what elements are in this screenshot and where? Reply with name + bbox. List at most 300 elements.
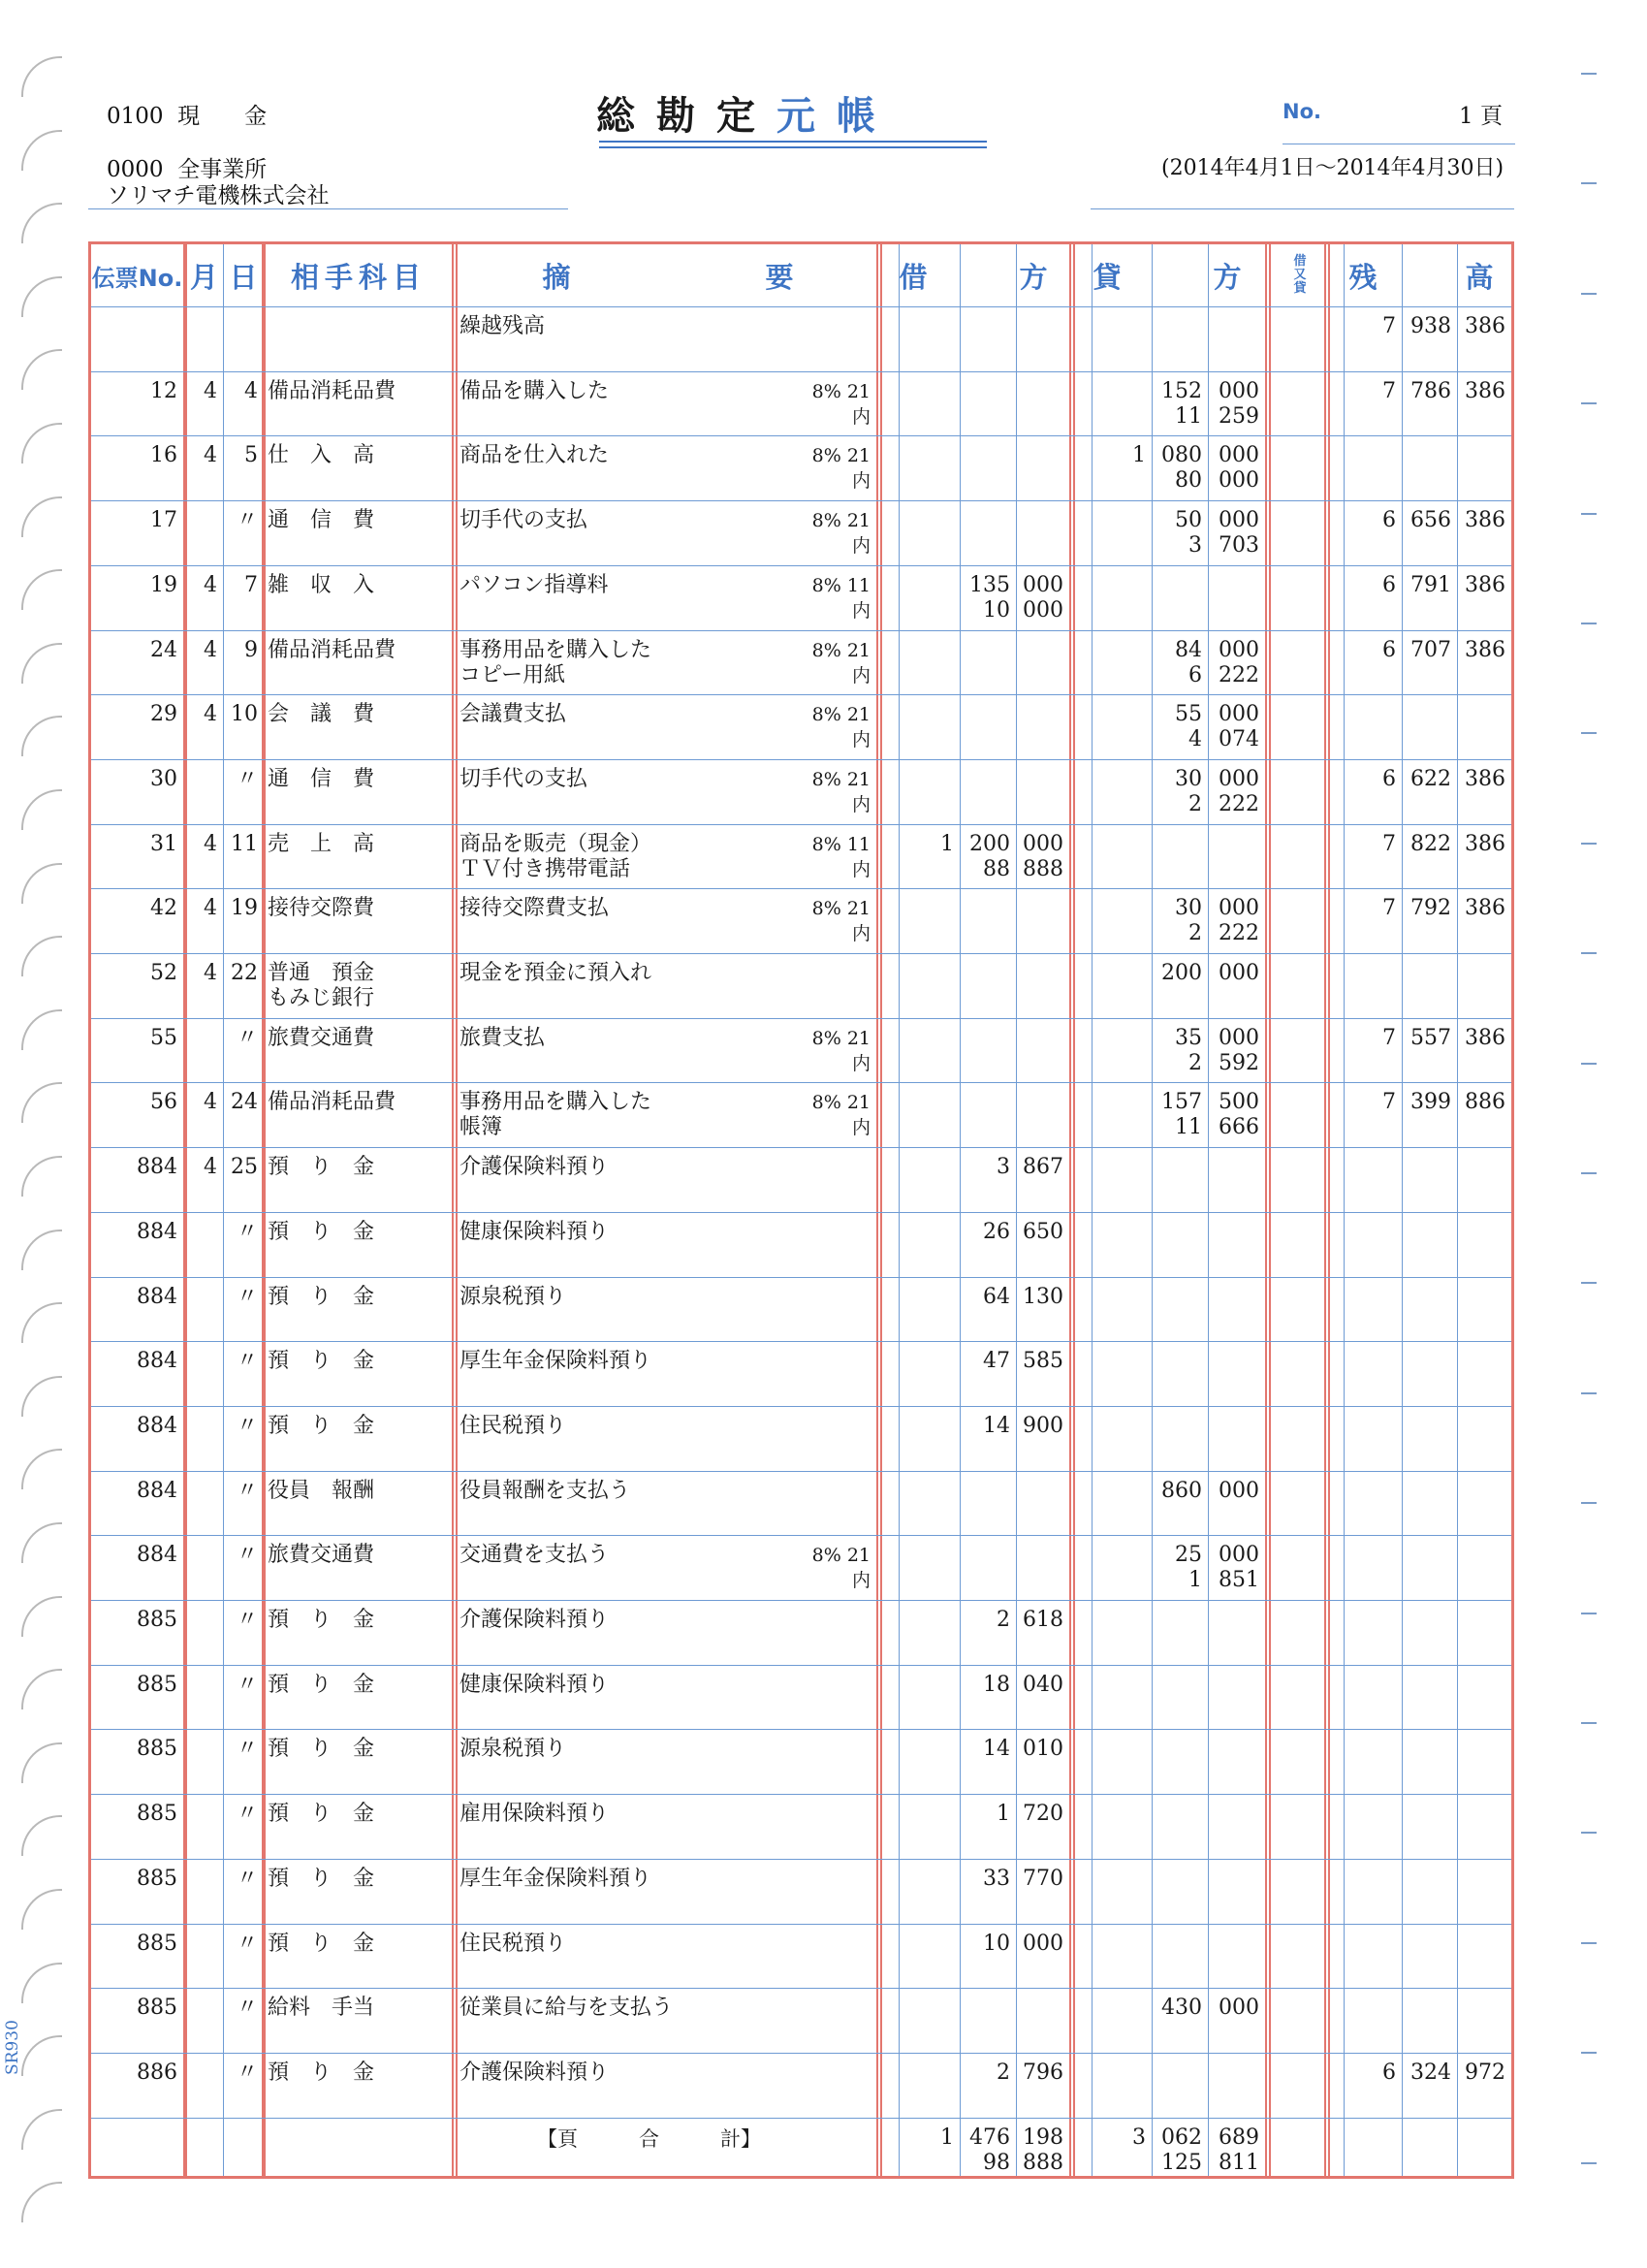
tax-inclusive: 内 (851, 923, 871, 945)
balance-amount: 707 (1410, 637, 1451, 662)
grid-column-line (1073, 244, 1075, 2176)
tax-code: 8% 21 (811, 1027, 871, 1049)
counter-account: 旅費交通費 (268, 1025, 375, 1050)
slip-number: 884 (137, 1219, 177, 1244)
debit-tax-amount: 10 (983, 597, 1010, 623)
credit-tax-amount: 592 (1219, 1050, 1259, 1075)
slip-number: 52 (150, 961, 177, 985)
balance-amount: 386 (1465, 314, 1505, 338)
col-dr-cr: 借又貸 (1293, 254, 1307, 296)
credit-amount: 000 (1219, 961, 1259, 985)
counter-account: 役員 報酬 (268, 1478, 375, 1503)
title-underline-2 (599, 146, 987, 148)
summary-text: 健康保険料預り (459, 1672, 610, 1697)
grid-column-line (264, 244, 266, 2176)
debit-amount: 770 (1023, 1866, 1063, 1891)
slip-number: 886 (137, 2060, 177, 2085)
tax-code: 8% 11 (811, 574, 871, 596)
total-debit: 476 (969, 2124, 1010, 2150)
grid-row-line (91, 1212, 1511, 1213)
counter-account: 会 議 費 (268, 702, 375, 727)
ledger-table (88, 241, 1514, 2179)
company-underline (88, 208, 568, 209)
counter-account: 預 り 金 (268, 1608, 375, 1632)
slip-number: 884 (137, 1478, 177, 1503)
binder-hole (21, 643, 62, 684)
balance-amount: 6 (1382, 2060, 1396, 2085)
slip-number: 884 (137, 1284, 177, 1309)
balance-amount: 386 (1465, 831, 1505, 856)
counter-account: 預 り 金 (268, 1672, 375, 1697)
grid-row-line (91, 371, 1511, 372)
margin-tick (1581, 1063, 1597, 1065)
margin-tick (1581, 513, 1597, 515)
margin-tick (1581, 182, 1597, 184)
balance-amount: 7 (1382, 378, 1396, 403)
binder-hole (21, 1230, 62, 1270)
entry-day: 9 (244, 637, 258, 662)
credit-tax-amount: 80 (1175, 468, 1202, 494)
margin-tick (1581, 402, 1597, 404)
binder-hole (21, 1669, 62, 1709)
margin-tick (1581, 623, 1597, 624)
balance-amount: 386 (1465, 378, 1505, 403)
counter-account: 通 信 費 (268, 508, 375, 533)
balance-amount: 886 (1465, 1090, 1505, 1115)
binder-hole (21, 1376, 62, 1417)
grid-column-line (1265, 244, 1267, 2176)
debit-amount: 650 (1023, 1219, 1063, 1244)
tax-inclusive: 内 (851, 1052, 871, 1074)
total-debit: 198 (1023, 2124, 1063, 2150)
counter-account: 預 り 金 (268, 1349, 375, 1374)
credit-amount: 35 (1175, 1025, 1202, 1050)
company-name: ソリマチ電機株式会社 (107, 183, 330, 208)
binder-hole (21, 1449, 62, 1489)
debit-amount: 1 (997, 1802, 1010, 1827)
entry-day: 〃 (236, 1737, 258, 1762)
slip-number: 885 (137, 1802, 177, 1827)
counter-account: 備品消耗品費 (268, 378, 396, 403)
credit-tax-amount: 000 (1219, 468, 1259, 494)
grid-row-line (91, 565, 1511, 566)
debit-amount: 796 (1023, 2060, 1063, 2085)
counter-account: 普通 預金 (268, 961, 375, 985)
grid-row-line (91, 759, 1511, 760)
summary-text: 厚生年金保険料預り (459, 1866, 652, 1891)
debit-amount: 720 (1023, 1802, 1063, 1827)
col-credit-b: 方 (1213, 260, 1242, 294)
binder-hole (21, 569, 62, 610)
credit-tax-amount: 11 (1175, 1115, 1202, 1140)
grid-column-line (880, 244, 882, 2176)
slip-number: 16 (150, 443, 177, 468)
margin-tick (1581, 2162, 1597, 2164)
balance-amount: 324 (1410, 2060, 1451, 2085)
counter-account: 預 り 金 (268, 1413, 375, 1438)
balance-amount: 786 (1410, 378, 1451, 403)
entry-day: 4 (244, 378, 258, 403)
summary-text: 旅費支払 (459, 1025, 546, 1050)
summary-text: 従業員に給与を支払う (459, 1996, 674, 2021)
grid-column-line (452, 244, 454, 2176)
summary-text: パソコン指導料 (459, 572, 609, 597)
account-label (107, 98, 267, 130)
credit-amount: 25 (1175, 1543, 1202, 1568)
tax-code: 8% 21 (811, 704, 871, 726)
slip-number: 885 (137, 1996, 177, 2021)
balance-amount: 7 (1382, 831, 1396, 856)
slip-number: 30 (150, 766, 177, 791)
header-separator (91, 306, 1511, 307)
summary-text: 雇用保険料預り (459, 1802, 610, 1827)
entry-day: 10 (231, 702, 258, 727)
binder-hole (21, 2035, 62, 2076)
col-counter-account: 相手科目 (290, 260, 427, 294)
summary-text: 源泉税預り (459, 1737, 567, 1762)
total-credit-tax: 125 (1161, 2150, 1202, 2175)
grid-column-line (185, 244, 187, 2176)
grid-row-line (91, 694, 1511, 695)
grid-column-line (1324, 244, 1326, 2176)
binder-hole (21, 496, 62, 537)
grid-row-line (91, 1277, 1511, 1278)
summary-text: 源泉税預り (459, 1284, 567, 1309)
counter-account: 通 信 費 (268, 766, 375, 791)
entry-day: 7 (244, 572, 258, 597)
binder-hole (21, 1596, 62, 1637)
page-number: 1 頁 (1459, 104, 1503, 129)
credit-amount: 080 (1161, 443, 1202, 468)
binder-hole (21, 203, 62, 243)
credit-amount: 157 (1161, 1090, 1202, 1115)
credit-tax-amount: 2 (1188, 921, 1202, 946)
debit-tax-amount: 88 (983, 856, 1010, 881)
tax-code: 8% 11 (811, 833, 871, 855)
credit-amount: 000 (1219, 766, 1259, 791)
slip-number: 12 (150, 378, 177, 403)
credit-tax-amount: 3 (1188, 533, 1202, 559)
margin-tick (1581, 1502, 1597, 1504)
balance-amount: 7 (1382, 896, 1396, 921)
credit-tax-amount: 703 (1219, 533, 1259, 559)
debit-amount: 618 (1023, 1608, 1063, 1632)
counter-account: 旅費交通費 (268, 1543, 375, 1568)
grid-row-line (91, 2118, 1511, 2119)
binder-hole (21, 1815, 62, 1856)
grid-row-line (91, 1147, 1511, 1148)
tax-code: 8% 21 (811, 510, 871, 532)
account-name: 現 金 (177, 104, 268, 129)
col-summary-b: 要 (765, 260, 794, 294)
period-range: (2014年4月1日～2014年4月30日) (1161, 156, 1504, 180)
counter-account: 備品消耗品費 (268, 1090, 396, 1115)
tax-inclusive: 内 (851, 405, 871, 428)
page-total-label: 【頁 合 計】 (537, 2127, 761, 2151)
summary-text: 交通費を支払う (459, 1543, 610, 1568)
slip-number: 885 (137, 1672, 177, 1697)
counter-account: 預 り 金 (268, 1219, 375, 1244)
margin-tick (1581, 1172, 1597, 1174)
counter-account: 預 り 金 (268, 1155, 375, 1180)
total-credit-tax: 811 (1219, 2150, 1259, 2175)
margin-tick (1581, 1832, 1597, 1834)
slip-number: 55 (150, 1025, 177, 1050)
entry-day: 〃 (236, 1025, 258, 1050)
debit-amount: 000 (1023, 572, 1063, 597)
grid-row-line (91, 435, 1511, 436)
entry-month: 4 (204, 702, 217, 727)
summary-text: 住民税預り (459, 1931, 567, 1956)
grid-row-line (91, 1988, 1511, 1989)
debit-amount: 26 (983, 1219, 1010, 1244)
counter-account: 預 り 金 (268, 1284, 375, 1309)
entry-day: 〃 (236, 766, 258, 791)
binder-hole (21, 1889, 62, 1930)
entry-day: 〃 (236, 2060, 258, 2085)
grid-column-line (1069, 244, 1071, 2176)
grid-row-line (91, 1859, 1511, 1860)
form-code: SR930 (3, 2020, 22, 2075)
title-blue: 元帳 (776, 93, 897, 139)
balance-amount: 6 (1382, 637, 1396, 662)
slip-number: 885 (137, 1608, 177, 1632)
grid-row-line (91, 1535, 1511, 1536)
entry-day: 22 (231, 961, 258, 985)
total-credit: 062 (1161, 2124, 1202, 2150)
debit-amount: 2 (997, 2060, 1010, 2085)
tax-inclusive: 内 (851, 729, 871, 751)
summary-text: 現金を預金に預入れ (459, 961, 652, 985)
debit-amount: 14 (983, 1737, 1010, 1762)
summary-text: 切手代の支払 (459, 508, 588, 533)
grid-row-line (91, 500, 1511, 501)
credit-tax-amount: 1 (1188, 1568, 1202, 1593)
credit-tax-amount: 851 (1219, 1568, 1259, 1593)
entry-day: 25 (231, 1155, 258, 1180)
debit-amount: 3 (997, 1155, 1010, 1180)
counter-account: 預 り 金 (268, 1866, 375, 1891)
entry-day: 〃 (236, 1349, 258, 1374)
entry-month: 4 (204, 572, 217, 597)
grid-column-line (876, 244, 878, 2176)
grid-row-line (91, 1082, 1511, 1083)
debit-amount: 1 (940, 831, 954, 856)
entry-day: 〃 (236, 1931, 258, 1956)
margin-tick (1581, 843, 1597, 845)
grid-column-line (1328, 244, 1330, 2176)
credit-amount: 55 (1175, 702, 1202, 727)
col-month: 月 (189, 260, 218, 294)
grid-row-line (91, 1729, 1511, 1730)
binder-hole (21, 1522, 62, 1563)
tax-inclusive: 内 (851, 535, 871, 558)
debit-amount: 33 (983, 1866, 1010, 1891)
entry-day: 〃 (236, 1996, 258, 2021)
grid-column-line (1457, 244, 1458, 2176)
total-debit-tax: 888 (1023, 2150, 1063, 2175)
summary-text: 商品を仕入れた (459, 443, 610, 468)
grid-row-line (91, 888, 1511, 889)
binder-hole (21, 1156, 62, 1197)
counter-account: 接待交際費 (268, 896, 375, 921)
tax-code: 8% 21 (811, 898, 871, 920)
balance-amount: 557 (1410, 1025, 1451, 1050)
binder-hole (21, 276, 62, 317)
balance-amount: 656 (1410, 508, 1451, 533)
title-black: 総勘定 (596, 93, 776, 139)
credit-amount: 50 (1175, 508, 1202, 533)
grid-row-line (91, 1665, 1511, 1666)
counter-account-sub: もみじ銀行 (268, 986, 375, 1010)
col-balance-b: 高 (1465, 260, 1494, 294)
credit-amount: 860 (1161, 1478, 1202, 1503)
entry-month: 4 (204, 637, 217, 662)
entry-day: 19 (231, 896, 258, 921)
grid-row-line (91, 1600, 1511, 1601)
entry-day: 11 (231, 831, 258, 856)
office-code: 0000 (107, 157, 164, 182)
debit-amount: 200 (969, 831, 1010, 856)
balance-amount: 791 (1410, 572, 1451, 597)
credit-amount: 000 (1219, 443, 1259, 468)
tax-inclusive: 内 (851, 599, 871, 622)
balance-amount: 6 (1382, 572, 1396, 597)
balance-amount: 6 (1382, 508, 1396, 533)
debit-amount: 130 (1023, 1284, 1063, 1309)
balance-amount: 7 (1382, 314, 1396, 338)
summary-text-sub: コピー用紙 (459, 662, 566, 687)
credit-tax-amount: 666 (1219, 1115, 1259, 1140)
office-name: 全事業所 (177, 157, 268, 182)
margin-tick (1581, 1613, 1597, 1614)
tax-code: 8% 21 (811, 445, 871, 467)
credit-amount: 000 (1219, 378, 1259, 403)
balance-amount: 386 (1465, 572, 1505, 597)
balance-amount: 399 (1410, 1090, 1451, 1115)
credit-amount: 000 (1219, 1478, 1259, 1503)
binder-hole (21, 1742, 62, 1783)
tax-code: 8% 21 (811, 1092, 871, 1114)
entry-month: 4 (204, 961, 217, 985)
entry-day: 〃 (236, 1802, 258, 1827)
summary-text: 接待交際費支払 (459, 896, 610, 921)
credit-tax-amount: 11 (1175, 403, 1202, 429)
slip-number: 42 (150, 896, 177, 921)
credit-tax-amount: 074 (1219, 727, 1259, 752)
margin-tick (1581, 952, 1597, 954)
counter-account: 給料 手当 (268, 1996, 375, 2021)
counter-account: 預 り 金 (268, 1802, 375, 1827)
balance-amount: 386 (1465, 896, 1505, 921)
credit-tax-amount: 222 (1219, 921, 1259, 946)
summary-text: 健康保険料預り (459, 1219, 610, 1244)
summary-text: 繰越残高 (459, 314, 546, 338)
margin-tick (1581, 1722, 1597, 1724)
credit-amount: 152 (1161, 378, 1202, 403)
credit-amount: 000 (1219, 1025, 1259, 1050)
credit-amount: 30 (1175, 896, 1202, 921)
counter-account: 備品消耗品費 (268, 637, 396, 662)
grid-row-line (91, 824, 1511, 825)
tax-inclusive: 内 (851, 858, 871, 880)
entry-month: 4 (204, 1090, 217, 1115)
slip-number: 19 (150, 572, 177, 597)
margin-tick (1581, 1392, 1597, 1394)
entry-day: 〃 (236, 1413, 258, 1438)
entry-day: 〃 (236, 1219, 258, 1244)
grid-column-line (1344, 244, 1345, 2176)
slip-number: 56 (150, 1090, 177, 1115)
debit-amount: 867 (1023, 1155, 1063, 1180)
balance-amount: 792 (1410, 896, 1451, 921)
slip-number: 17 (150, 508, 177, 533)
credit-amount: 1 (1132, 443, 1146, 468)
binder-hole (21, 1963, 62, 2003)
entry-day: 〃 (236, 1608, 258, 1632)
entry-day: 〃 (236, 1866, 258, 1891)
debit-amount: 585 (1023, 1349, 1063, 1374)
summary-text: 会議費支払 (459, 702, 567, 727)
binder-hole (21, 716, 62, 756)
summary-text-sub: ＴＶ付き携帯電話 (459, 856, 631, 881)
entry-day: 〃 (236, 508, 258, 533)
credit-tax-amount: 222 (1219, 662, 1259, 687)
grid-column-line (1269, 244, 1271, 2176)
binder-hole (21, 1009, 62, 1050)
credit-amount: 000 (1219, 896, 1259, 921)
summary-text: 住民税預り (459, 1413, 567, 1438)
counter-account: 預 り 金 (268, 1737, 375, 1762)
slip-number: 885 (137, 1931, 177, 1956)
debit-tax-amount: 888 (1023, 856, 1063, 881)
balance-amount: 386 (1465, 766, 1505, 791)
debit-amount: 64 (983, 1284, 1010, 1309)
no-label: No. (1283, 100, 1321, 123)
entry-month: 4 (204, 1155, 217, 1180)
debit-amount: 900 (1023, 1413, 1063, 1438)
grid-column-line (1402, 244, 1403, 2176)
entry-day: 〃 (236, 1284, 258, 1309)
debit-amount: 040 (1023, 1672, 1063, 1697)
credit-amount: 000 (1219, 637, 1259, 662)
binder-hole (21, 1082, 62, 1123)
entry-month: 4 (204, 896, 217, 921)
margin-tick (1581, 73, 1597, 75)
binder-hole (21, 2109, 62, 2150)
period-underline (1091, 208, 1514, 209)
summary-text: 事務用品を購入した (459, 1090, 652, 1115)
balance-amount: 938 (1410, 314, 1451, 338)
summary-text: 厚生年金保険料預り (459, 1349, 652, 1374)
balance-amount: 972 (1465, 2060, 1505, 2085)
credit-amount: 000 (1219, 1543, 1259, 1568)
grid-row-line (91, 953, 1511, 954)
total-debit-tax: 98 (983, 2150, 1010, 2175)
margin-tick (1581, 732, 1597, 734)
slip-number: 884 (137, 1543, 177, 1568)
binder-hole (21, 936, 62, 976)
slip-number: 885 (137, 1866, 177, 1891)
counter-account: 預 り 金 (268, 2060, 375, 2085)
col-debit-a: 借 (899, 260, 928, 294)
tax-code: 8% 21 (811, 380, 871, 402)
debit-amount: 000 (1023, 831, 1063, 856)
counter-account: 預 り 金 (268, 1931, 375, 1956)
total-credit: 689 (1219, 2124, 1259, 2150)
credit-tax-amount: 6 (1188, 662, 1202, 687)
binder-hole (21, 56, 62, 97)
